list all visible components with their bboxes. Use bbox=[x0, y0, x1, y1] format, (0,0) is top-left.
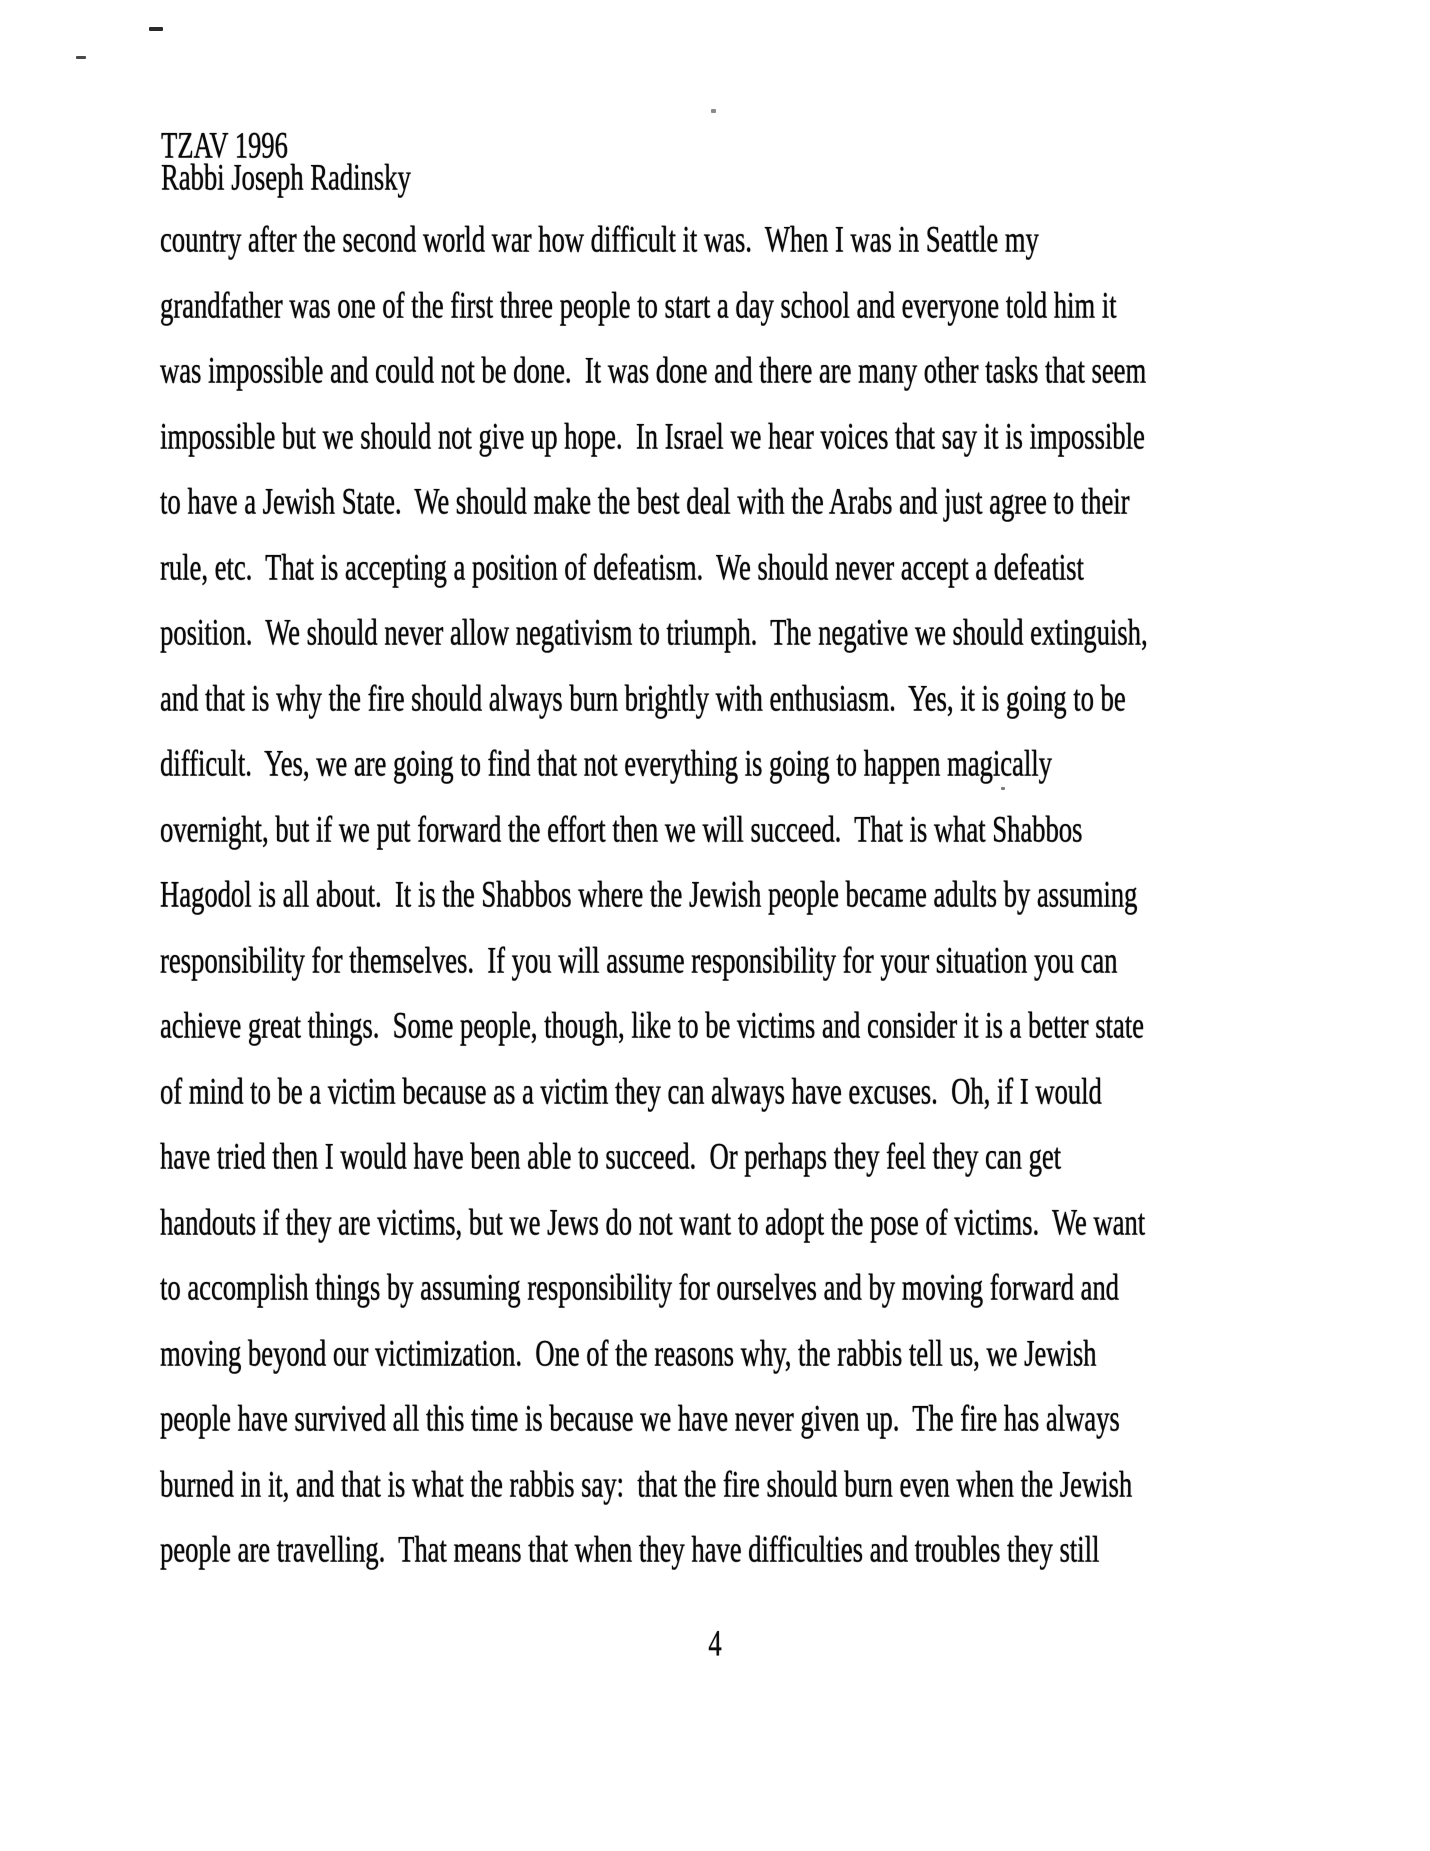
body-line: to accomplish things by assuming responsibility for ourselves and by moving forward and bbox=[160, 1267, 1119, 1309]
body-line: achieve great things. Some people, though, like to be victims and consider it is a better state bbox=[160, 1005, 1144, 1047]
body-line: Hagodol is all about. It is the Shabbos where the Jewish people became adults by assuming bbox=[160, 874, 1138, 916]
body-line: grandfather was one of the first three people to start a day school and everyone told him it bbox=[160, 285, 1117, 327]
body-line: position. We should never allow negativism to triumph. The negative we should extinguish, bbox=[160, 612, 1148, 654]
speck-top-center bbox=[711, 109, 716, 113]
body-line: handouts if they are victims, but we Jews do not want to adopt the pose of victims. We want bbox=[160, 1202, 1146, 1244]
stray-dash-left-margin bbox=[76, 56, 86, 59]
body-line: country after the second world war how difficult it was. When I was in Seattle my bbox=[160, 219, 1039, 261]
body-line: difficult. Yes, we are going to find that not everything is going to happen magically bbox=[160, 743, 1052, 785]
body-line: overnight, but if we put forward the effort then we will succeed. That is what Shabbos bbox=[160, 809, 1083, 851]
body-line: was impossible and could not be done. It was done and there are many other tasks that seem bbox=[160, 350, 1147, 392]
sermon-body-text bbox=[160, 208, 1200, 1584]
body-line: rule, etc. That is accepting a position of defeatism. We should never accept a defeatist bbox=[160, 547, 1084, 589]
author-name: Rabbi Joseph Radinsky bbox=[161, 157, 411, 199]
page-number: 4 bbox=[708, 1623, 722, 1665]
stray-dash-top-left bbox=[149, 27, 163, 31]
body-line: to have a Jewish State. We should make the best deal with the Arabs and just agree to their bbox=[160, 481, 1130, 523]
body-line: of mind to be a victim because as a victim they can always have excuses. Oh, if I would bbox=[160, 1071, 1102, 1113]
document-header bbox=[161, 125, 424, 199]
body-line: and that is why the fire should always burn brightly with enthusiasm. Yes, it is going to be bbox=[160, 678, 1126, 720]
body-line: people are travelling. That means that when they have difficulties and troubles they still bbox=[160, 1529, 1100, 1571]
body-line: burned in it, and that is what the rabbis say: that the fire should burn even when the Jewish bbox=[160, 1464, 1133, 1506]
body-line: moving beyond our victimization. One of the reasons why, the rabbis tell us, we Jewish bbox=[160, 1333, 1097, 1375]
parsha-title: TZAV 1996 bbox=[161, 125, 288, 167]
body-line: responsibility for themselves. If you will assume responsibility for your situation you can bbox=[160, 940, 1118, 982]
body-line: impossible but we should not give up hope. In Israel we hear voices that say it is impossible bbox=[160, 416, 1145, 458]
body-line: people have survived all this time is because we have never given up. The fire has always bbox=[160, 1398, 1120, 1440]
body-line: have tried then I would have been able to succeed. Or perhaps they feel they can get bbox=[160, 1136, 1062, 1178]
page-footer bbox=[0, 1623, 1430, 1665]
